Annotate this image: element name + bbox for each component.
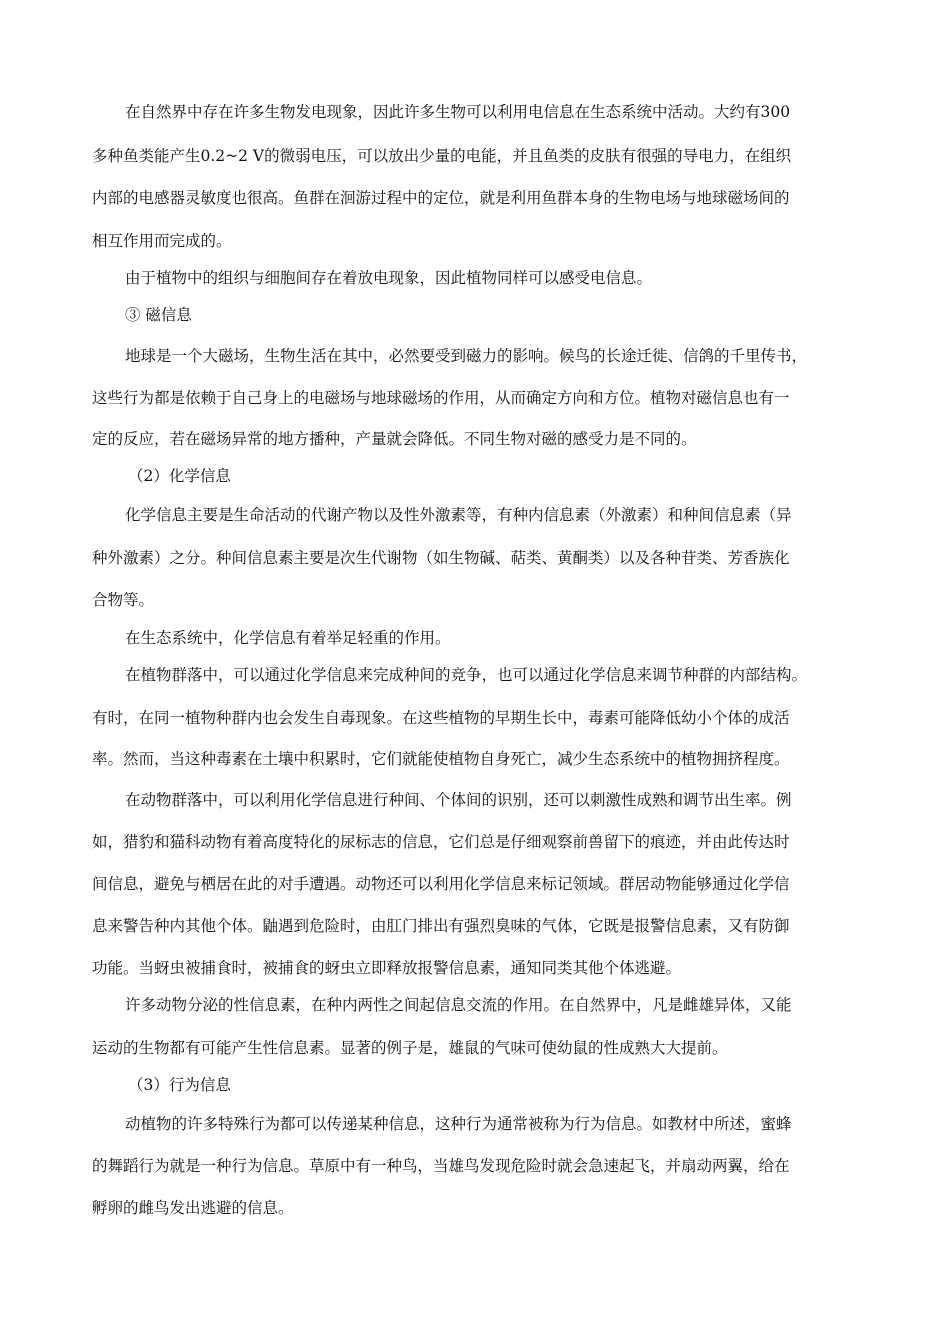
text-line: 种外激素）之分。种间信息素主要是次生代谢物（如生物碱、萜类、黄酮类）以及各种苷类、芳香族化 [92,549,790,567]
text-line: 这些行为都是依赖于自己身上的电磁场与地球磁场的作用，从而确定方向和方位。植物对磁信息也有一 [92,389,790,407]
text-line: 化学信息主要是生命活动的代谢产物以及性外激素等，有种内信息素（外激素）和种间信息素（异 [125,506,792,524]
text-line: 孵卵的雌鸟发出逃避的信息。 [92,1199,294,1217]
text-line: 有时，在同一植物种群内也会发生自毒现象。在这些植物的早期生长中，毒素可能降低幼小个体的成活 [92,709,790,727]
text-line: 许多动物分泌的性信息素，在种内两性之间起信息交流的作用。在自然界中，凡是雌雄异体，又能 [125,996,792,1014]
section-heading: （2）化学信息 [128,467,231,485]
text-line: 由于植物中的组织与细胞间存在着放电现象，因此植物同样可以感受电信息。 [125,269,653,287]
text-line: 间信息，避免与栖居在此的对手遭遇。动物还可以利用化学信息来标记领域。群居动物能够通过化学信 [92,875,790,893]
text-line: 在自然界中存在许多生物发电现象，因此许多生物可以利用电信息在生态系统中活动。大约有300 [125,103,791,121]
section-heading: ③ 磁信息 [125,306,192,324]
text-line: 动植物的许多特殊行为都可以传递某种信息，这种行为通常被称为行为信息。如教材中所述，蜜蜂 [125,1115,792,1133]
text-line: 在动物群落中，可以利用化学信息进行种间、个体间的识别，还可以刺激性成熟和调节出生率。例 [125,791,792,809]
text-line: 运动的生物都有可能产生性信息素。显著的例子是，雄鼠的气味可使幼鼠的性成熟大大提前。 [92,1039,728,1057]
text-line: 在植物群落中，可以通过化学信息来完成种间的竞争，也可以通过化学信息来调节种群的内部结构。 [125,666,808,684]
text-line: 合物等。 [92,591,155,609]
text-line: 在生态系统中，化学信息有着举足轻重的作用。 [125,629,451,647]
text-line: 地球是一个大磁场，生物生活在其中，必然要受到磁力的影响。候鸟的长途迁徙、信鸽的千里传书， [125,347,808,365]
text-line: 内部的电感器灵敏度也很高。鱼群在洄游过程中的定位，就是利用鱼群本身的生物电场与地球磁场间的 [92,189,790,207]
text-line: 的舞蹈行为就是一种行为信息。草原中有一种鸟，当雄鸟发现危险时就会急速起飞，并扇动两翼，给在 [92,1157,790,1175]
text-line: 如，猎豹和猫科动物有着高度特化的尿标志的信息，它们总是仔细观察前兽留下的痕迹，并由此传达时 [92,833,790,851]
text-line: 率。然而，当这种毒素在土壤中积累时，它们就能使植物自身死亡，减少生态系统中的植物拥挤程度。 [92,750,790,768]
text-line: 功能。当蚜虫被捕食时，被捕食的蚜虫立即释放报警信息素，通知同类其他个体逃避。 [92,959,682,977]
text-line: 多种鱼类能产生0.2~2 V的微弱电压，可以放出少量的电能，并且鱼类的皮肤有很强的导电力，在组织 [92,147,792,165]
text-line: 相互作用而完成的。 [92,232,232,250]
text-line: 息来警告种内其他个体。鼬遇到危险时，由肛门排出有强烈臭味的气体，它既是报警信息素，又有防御 [92,917,790,935]
text-line: 定的反应，若在磁场异常的地方播种，产量就会降低。不同生物对磁的感受力是不同的。 [92,430,697,448]
section-heading: （3）行为信息 [128,1076,231,1094]
